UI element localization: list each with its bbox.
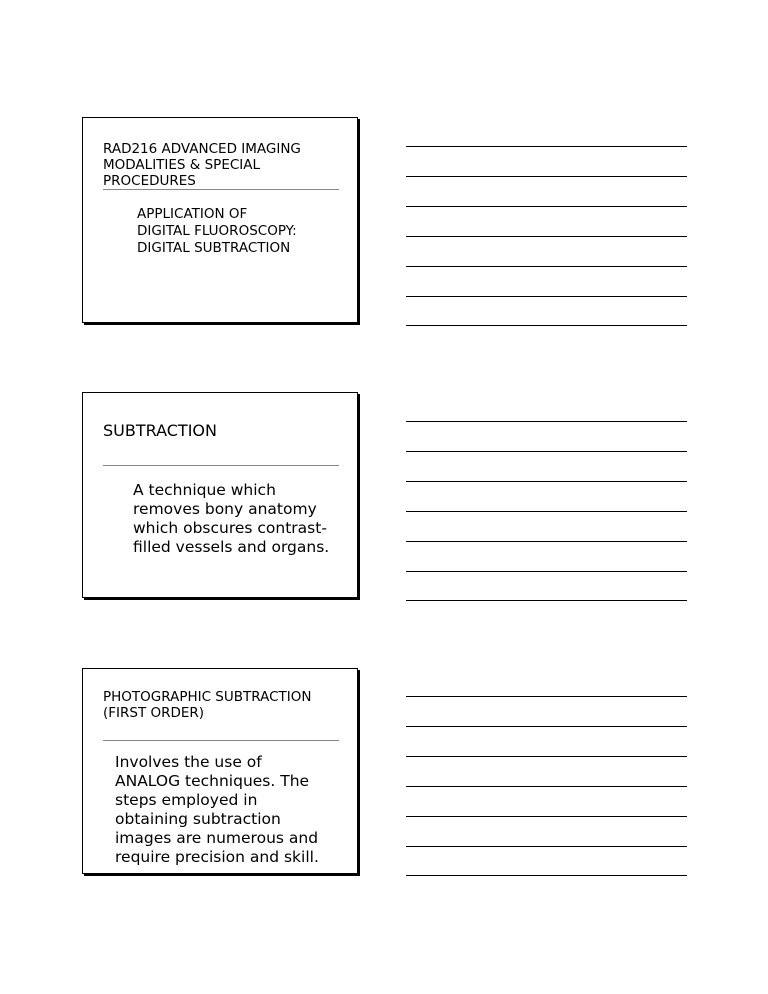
note-line [406, 481, 687, 482]
note-line [406, 451, 687, 452]
note-line [406, 726, 687, 727]
slide-1-divider [103, 189, 339, 190]
note-line [406, 786, 687, 787]
slide-1-body: APPLICATION OF DIGITAL FLUOROSCOPY: DIGITAL SUBTRACTION [137, 206, 297, 256]
note-line [406, 571, 687, 572]
note-line [406, 325, 687, 326]
slide-2 [82, 392, 358, 598]
slide-1 [82, 117, 358, 323]
slide-2-divider [103, 465, 339, 466]
slide-1-title: RAD216 ADVANCED IMAGING MODALITIES & SPECIAL PROCEDURES [103, 141, 301, 190]
slide-3-divider [103, 740, 339, 741]
note-line [406, 511, 687, 512]
slide-2-body: A technique which removes bony anatomy which obscures contrast- filled vessels and organs. [133, 481, 330, 556]
note-line [406, 756, 687, 757]
slide-2-title: SUBTRACTION [103, 421, 217, 440]
slide-3 [82, 668, 358, 874]
note-line [406, 206, 687, 207]
slide-3-body: Involves the use of ANALOG techniques. The steps employed in obtaining subtraction images are numerous and require precision and skill. [115, 753, 319, 866]
note-line [406, 600, 687, 601]
note-line [406, 296, 687, 297]
note-line [406, 875, 687, 876]
note-line [406, 846, 687, 847]
note-line [406, 176, 687, 177]
slide-3-title: PHOTOGRAPHIC SUBTRACTION (FIRST ORDER) [103, 689, 312, 722]
note-line [406, 816, 687, 817]
note-line [406, 541, 687, 542]
note-line [406, 236, 687, 237]
note-line [406, 421, 687, 422]
note-line [406, 266, 687, 267]
note-line [406, 696, 687, 697]
note-line [406, 146, 687, 147]
